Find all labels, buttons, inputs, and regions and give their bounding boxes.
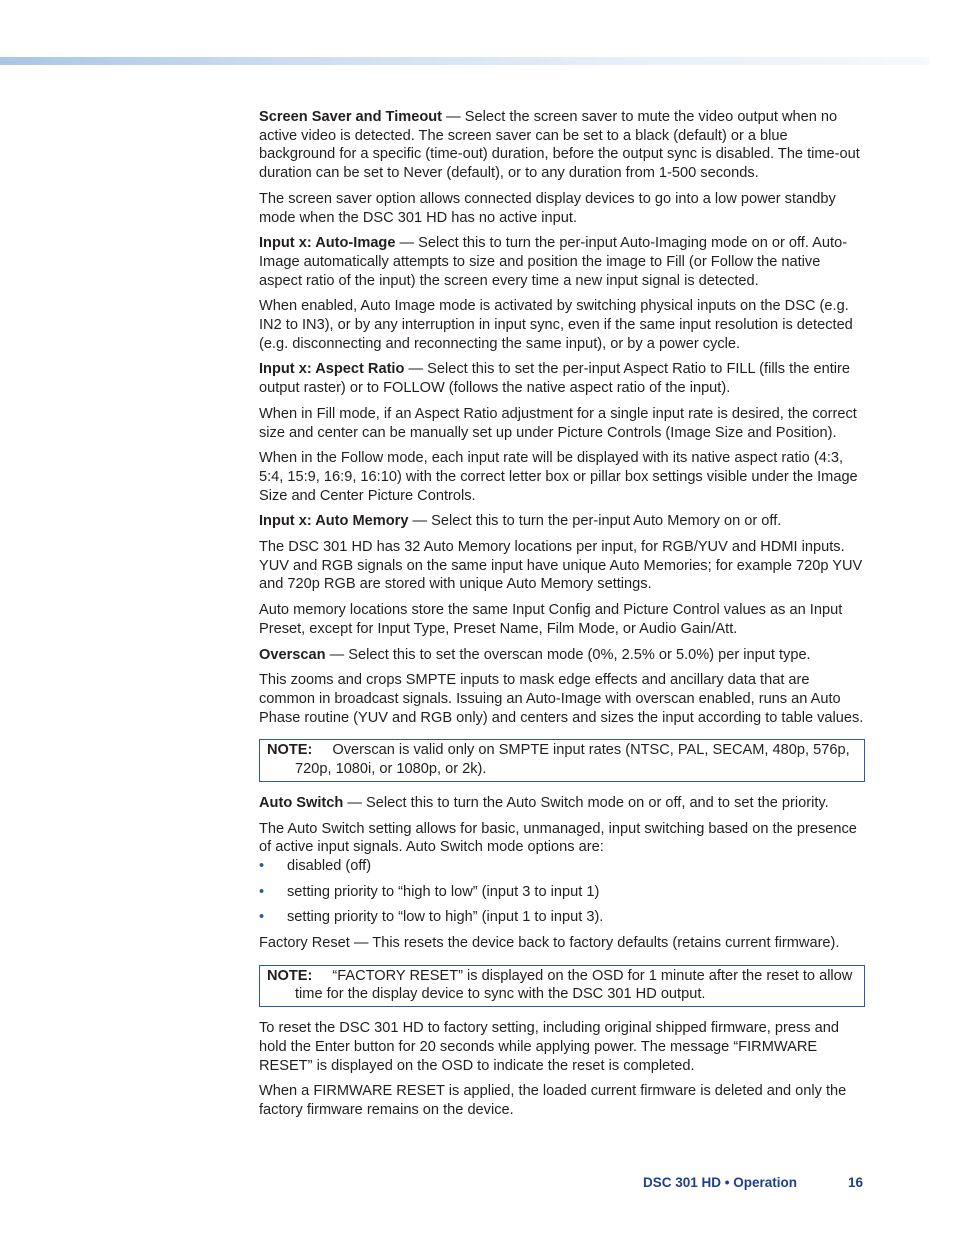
page-content <box>259 108 865 1127</box>
list-item: • setting priority to “low to high” (input 1 to input 3). <box>259 909 604 926</box>
overscan-note-box <box>259 739 865 781</box>
page-number: 16 <box>847 1175 863 1190</box>
auto-memory-heading: Input x: Auto Memory <box>259 513 409 530</box>
aspect-ratio-paragraph: Input x: Aspect Ratio — Select this to set the per-input Aspect Ratio to FILL (fills the entire output raster) or to FOLLOW (follows the native aspect ratio of the input). <box>259 361 850 397</box>
bullet-icon: • <box>259 883 265 900</box>
auto-memory-paragraph: Input x: Auto Memory — Select this to turn the per-input Auto Memory on or off. <box>259 513 782 530</box>
bullet-icon: • <box>259 857 265 874</box>
list-item: • setting priority to “high to low” (input 3 to input 1) <box>259 883 600 900</box>
screen-saver-paragraph: Screen Saver and Timeout — Select the screen saver to mute the video output when no active video is detected. The screen saver can be set to a black (default) or a blue background for a specific (time-out) duration, before the output sync is disabled. The time-out duration can be set to Never (default), or to any duration from 1-500 seconds. <box>259 109 860 182</box>
list-item: • disabled (off) <box>259 857 372 874</box>
auto-memory-locations-paragraph: The DSC 301 HD has 32 Auto Memory locations per input, for RGB/YUV and HDMI inputs. YUV and RGB signals on the same input have unique Auto Memories; for example 720p YUV and 720p RGB are stored with unique Auto Memory settings. <box>259 539 863 593</box>
auto-image-heading: Input x: Auto-Image <box>259 235 396 252</box>
firmware-reset-paragraph: To reset the DSC 301 HD to factory setting, including original shipped firmware, press and hold the Enter button for 20 seconds while applying power. The message “FIRMWARE RESET” is displayed on the OSD to indicate the reset is completed. <box>259 1020 839 1074</box>
overscan-paragraph: Overscan — Select this to set the overscan mode (0%, 2.5% or 5.0%) per input type. <box>259 646 811 663</box>
factory-reset-note-box <box>259 965 865 1007</box>
bullet-icon: • <box>259 909 265 926</box>
overscan-detail-paragraph: This zooms and crops SMPTE inputs to mask edge effects and ancillary data that are common in broadcast signals. Issuing an Auto-Image with overscan enabled, runs an Auto Phase routine (YUV and RGB only) and centers and sizes the input according to table values. <box>259 672 864 726</box>
factory-reset-heading: Factory Reset <box>259 935 350 952</box>
auto-switch-heading: Auto Switch <box>259 794 344 811</box>
footer-title: DSC 301 HD • Operation <box>643 1175 798 1190</box>
screen-saver-heading: Screen Saver and Timeout <box>259 109 443 125</box>
auto-switch-options-paragraph: The Auto Switch setting allows for basic, unmanaged, input switching based on the presence of active input signals. Auto Switch mode options are: <box>259 820 857 856</box>
screen-saver-standby-paragraph: The screen saver option allows connected display devices to go into a low power standby mode when the DSC 301 HD has no active input. <box>259 190 836 226</box>
note-label: NOTE: <box>267 967 313 984</box>
aspect-ratio-fill-paragraph: When in Fill mode, if an Aspect Ratio adjustment for a single input rate is desired, the correct size and center can be manually set up under Picture Controls (Image Size and Position). <box>259 405 857 441</box>
note-label: NOTE: <box>267 742 313 759</box>
firmware-deleted-paragraph: When a FIRMWARE RESET is applied, the loaded current firmware is deleted and only the factory firmware remains on the device. <box>259 1083 847 1118</box>
auto-image-paragraph: Input x: Auto-Image — Select this to turn the per-input Auto-Imaging mode on or off. Auto-Image automatically attempts to size and position the image to Fill (or Follow the native aspect ratio of the input) the screen every time a new input signal is detected. <box>259 235 848 289</box>
factory-reset-paragraph: Factory Reset — This resets the device back to factory defaults (retains current firmware). <box>259 935 840 952</box>
auto-image-activation-paragraph: When enabled, Auto Image mode is activated by switching physical inputs on the DSC (e.g. IN2 to IN3), or by any interruption in input sync, even if the same input resolution is detected (e.g. disconnecting and reconnecting the same input), or by a power cycle. <box>259 298 853 352</box>
overscan-heading: Overscan <box>259 646 326 663</box>
aspect-ratio-follow-paragraph: When in the Follow mode, each input rate will be displayed with its native aspect ratio (4:3, 5:4, 15:9, 16:9, 16:10) with the correct letter box or pillar box settings visible under the Image Size and Center Picture Controls. <box>259 450 858 504</box>
note-text: Overscan is valid only on SMPTE input rates (NTSC, PAL, SECAM, 480p, 576p, 720p, 1080i, or 1080p, or 2k). <box>295 742 850 778</box>
auto-switch-paragraph: Auto Switch — Select this to turn the Auto Switch mode on or off, and to set the priority. <box>259 794 829 811</box>
header-gradient-bar <box>0 57 930 65</box>
auto-switch-options-list <box>259 857 865 927</box>
aspect-ratio-heading: Input x: Aspect Ratio <box>259 361 405 378</box>
auto-memory-store-paragraph: Auto memory locations store the same Input Config and Picture Control values as an Input Preset, except for Input Type, Preset Name, Film Mode, or Audio Gain/Att. <box>259 602 843 637</box>
note-text: “FACTORY RESET” is displayed on the OSD for 1 minute after the reset to allow time for the display device to sync with the DSC 301 HD output. <box>295 967 853 1003</box>
